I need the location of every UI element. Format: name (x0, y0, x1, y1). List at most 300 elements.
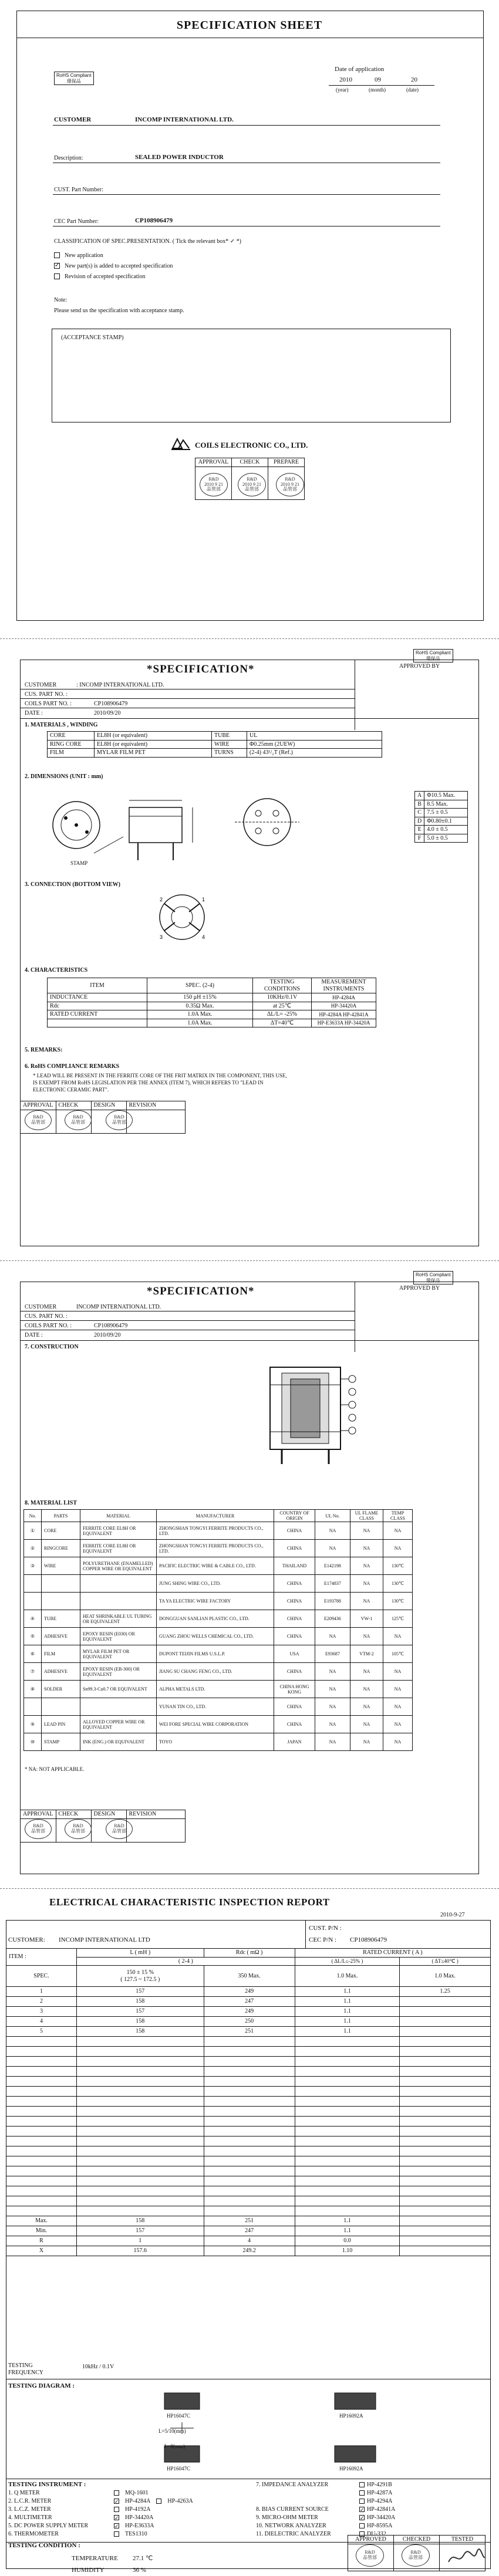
row-dt (400, 2017, 491, 2027)
testing-frequency-value: 10kHz / 0.1V (82, 2364, 114, 2370)
char-spec: 1.0A Max. (147, 1010, 253, 1019)
stamp-text-1: R&D (208, 476, 219, 482)
material-list-row (24, 1628, 413, 1645)
instrument-item (8, 2497, 193, 2506)
row-rule (20, 718, 479, 719)
list-cell-mat: FERRITE CORE EL8H OR EQUIVALENT (80, 1540, 157, 1557)
list-cell-flame: NA (350, 1557, 383, 1575)
date-unit-month: (month) (369, 87, 386, 93)
list-cell-mat (80, 1593, 157, 1610)
empty-row (6, 2057, 491, 2067)
list-cell-ctry: JAPAN (274, 1733, 315, 1751)
instrument-option: HP-8595A (367, 2523, 393, 2529)
empty-row (6, 2196, 491, 2206)
classification-text: CLASSIFICATION OF SPEC.PRESENTATION. ( Tick the relevant box* ✓ *) (54, 238, 241, 245)
instrument-item (8, 2530, 193, 2538)
customer-value: INCOMP INTERNATIONAL LTD (59, 1936, 150, 1943)
row-l: 157 (77, 2007, 204, 2017)
customer-label: CUSTOMER: (8, 1936, 45, 1943)
column-header: ITEM (48, 978, 147, 993)
list-cell-mat: FERRITE CORE EL8H OR EQUIVALENT (80, 1522, 157, 1540)
instrument-name: 8. BIAS CURRENT SOURCE (256, 2506, 329, 2513)
empty-row (6, 2136, 491, 2146)
list-cell-ul: NA (315, 1698, 350, 1716)
row-rule (20, 1340, 479, 1341)
customer-label: CUSTOMER (25, 1304, 57, 1310)
stamp-text-1: R&D (33, 1823, 43, 1829)
material-list-row (24, 1733, 413, 1751)
empty-row (6, 2117, 491, 2127)
column-header: COUNTRY OF ORIGIN (274, 1510, 315, 1522)
list-cell-flame: NA (350, 1698, 383, 1716)
material-list-row (24, 1645, 413, 1663)
date-label: DATE : (25, 1332, 43, 1338)
list-cell-mat: EPOXY RESIN (E030) OR EQUIVALENT (80, 1628, 157, 1645)
humidity-value: 36 % (133, 2567, 146, 2574)
list-cell-mat: Sn99.3-Cu0.7 OR EQUIVALENT (80, 1681, 157, 1698)
characteristics-table (47, 978, 376, 1027)
list-cell-part: TUBE (42, 1610, 80, 1628)
checkbox-icon[interactable] (359, 2499, 365, 2504)
date-month: 09 (375, 76, 381, 83)
list-cell-flame: VW-1 (350, 1610, 383, 1628)
stat-l: 157.6 (77, 2246, 204, 2256)
rohs-label-cn: 環保品 (66, 78, 81, 84)
list-cell-no (24, 1698, 42, 1716)
connection-title: 3. CONNECTION (BOTTOM VIEW) (25, 881, 120, 888)
row-dl: 1.1 (295, 2027, 400, 2037)
item-label: ITEM : (6, 1949, 77, 1966)
char-condition: ΔL/L= -25% (253, 1010, 312, 1019)
stamp-text-1: R&D (410, 2550, 421, 2555)
instrument-item (8, 2514, 193, 2522)
instrument-option: HP-42841A (367, 2506, 396, 2513)
material-row (48, 740, 382, 749)
char-spec: 1.0A Max. (147, 1019, 253, 1027)
char-instrument: HP-34420A (312, 1002, 376, 1010)
svg-text:4: 4 (202, 934, 205, 940)
spec-l (77, 1966, 204, 1987)
instrument-item (256, 2514, 395, 2522)
list-cell-part: WIRE (42, 1557, 80, 1575)
list-cell-flame: NA (350, 1593, 383, 1610)
stamp-text-3: 品管部 (283, 486, 297, 492)
checkbox-icon[interactable] (114, 2490, 119, 2496)
list-cell-temp: NA (383, 1681, 413, 1698)
stamp-text-2: 2010 9 21 (281, 481, 299, 487)
list-cell-mfr: YUNAN TIN CO., LTD. (157, 1698, 274, 1716)
column-header: UL FLAME CLASS (350, 1510, 383, 1522)
list-cell-no: ① (24, 1522, 42, 1540)
row-number: 1 (6, 1987, 77, 1997)
row-rdc: 251 (204, 2027, 295, 2037)
coils-part-value: CP108906479 (94, 1323, 128, 1329)
dimension-key: E (415, 826, 424, 834)
footer-check: CHECK (56, 1101, 91, 1110)
temperature-value: 27.1 ℃ (133, 2555, 153, 2562)
stat-row (6, 2236, 491, 2246)
stamp-text-1: R&D (73, 1823, 83, 1829)
material-list-row (24, 1575, 413, 1593)
instrument-option: DU-332 (367, 2531, 386, 2537)
measurement-row (6, 1997, 491, 2007)
list-cell-ctry: CHINA (274, 1522, 315, 1540)
checkbox-icon[interactable] (54, 252, 60, 258)
materials-table (47, 731, 382, 758)
cus-part-label: CUS. PART NO. : (25, 691, 68, 698)
instrument-item (8, 2489, 193, 2497)
instrument-name: 3. L.C.Z. METER (8, 2506, 51, 2513)
date-year: 2010 (339, 76, 352, 83)
list-cell-mfr: TA YA ELECTRIC WIRE FACTORY (157, 1593, 274, 1610)
empty-row (6, 2176, 491, 2186)
option-item (54, 250, 173, 261)
stat-row (6, 2216, 491, 2226)
approved-by-label: APPROVED BY (399, 663, 440, 670)
material-list-row (24, 1522, 413, 1540)
checkbox-icon[interactable] (359, 2490, 365, 2496)
row-l: 158 (77, 2027, 204, 2037)
diagram-label-2: HP16092A (339, 2413, 363, 2419)
list-cell-mfr: PACIFIC ELECTRIC WIRE & CABLE CO., LTD. (157, 1557, 274, 1575)
row-dl: 1.1 (295, 1987, 400, 1997)
instrument-item (256, 2522, 395, 2530)
list-cell-no: ⑦ (24, 1663, 42, 1681)
instrument-item (256, 2506, 395, 2514)
list-cell-ctry: CHINA (274, 1575, 315, 1593)
checkbox-icon[interactable] (359, 2523, 365, 2528)
page-separator (0, 638, 499, 640)
list-cell-ul: NA (315, 1663, 350, 1681)
instrument-option: HP-34420A (367, 2514, 396, 2521)
diagram-dims-1: L=5/10(mm) (159, 2428, 186, 2434)
list-cell-temp: NA (383, 1540, 413, 1557)
instrument-option: HP-34420A (125, 2514, 154, 2521)
list-cell-ctry: CHINA (274, 1628, 315, 1645)
list-cell-flame: NA (350, 1663, 383, 1681)
inspection-report-page (0, 1894, 499, 2575)
stat-dt (400, 2216, 491, 2226)
char-item (48, 1019, 147, 1027)
header-divider (305, 1920, 306, 1948)
row-number: 3 (6, 2007, 77, 2017)
stat-rdc: 247 (204, 2226, 295, 2236)
list-cell-ul: E93687 (315, 1645, 350, 1663)
specification-page-1 (0, 645, 499, 1256)
col-l-header: L ( mH ) (77, 1949, 204, 1958)
spec-dt: 1.0 Max. (400, 1966, 491, 1987)
list-cell-no: ③ (24, 1557, 42, 1575)
list-cell-ctry: CHINA (274, 1540, 315, 1557)
list-cell-mat: MYLAR FILM PET OR EQUIVALENT (80, 1645, 157, 1663)
material-spec-2: (2-4) 43¹/₂T (Ref.) (247, 749, 382, 758)
customer-label: CUSTOMER (54, 116, 92, 123)
page-separator (0, 1888, 499, 1889)
testing-diagram-label: TESTING DIAGRAM : (8, 2382, 75, 2389)
list-cell-temp: NA (383, 1663, 413, 1681)
list-cell-temp: 130℃ (383, 1575, 413, 1593)
testing-frequency-label: TESTING FREQUENCY (8, 2362, 44, 2376)
checkbox-icon[interactable] (114, 2531, 119, 2537)
instrument-name: 9. MICRO-OHM METER (256, 2514, 318, 2521)
material-name-2: TURNS (212, 749, 247, 758)
checked-box-icon[interactable]: ✓ (114, 2523, 119, 2529)
dimensions-table (414, 791, 468, 843)
cust-part-label: CUST. Part Number: (54, 187, 103, 193)
checkbox-icon[interactable] (114, 2507, 119, 2512)
instrument-name: 1. Q METER (8, 2490, 40, 2496)
list-cell-no: ⑥ (24, 1645, 42, 1663)
stamp-text-1: R&D (247, 476, 257, 482)
instrument-option: HP-4287A (367, 2490, 393, 2496)
list-cell-part (42, 1593, 80, 1610)
row-number: 2 (6, 1997, 77, 2007)
testing-instrument-label: TESTING INSTRUMENT : (8, 2481, 86, 2488)
empty-row (6, 2166, 491, 2176)
measurement-row (6, 2007, 491, 2017)
dimension-value: 8.5 Max. (424, 800, 468, 809)
row-rule (20, 698, 355, 699)
stamp-text-3: 品管部 (71, 1120, 85, 1125)
row-dt (400, 2007, 491, 2017)
row-rdc: 249 (204, 2007, 295, 2017)
empty-row (6, 2097, 491, 2107)
note-text: Please send us the specification with acceptance stamp. (54, 307, 184, 314)
spec-label: SPEC. (6, 1966, 77, 1987)
material-list-row (24, 1698, 413, 1716)
empty-row (6, 2127, 491, 2136)
date-unit-date: (date) (406, 87, 419, 93)
material-name: RING CORE (48, 740, 95, 749)
stat-dl: 1.10 (295, 2246, 400, 2256)
date-value: 2010/09/20 (94, 1332, 121, 1338)
measurement-row (6, 2027, 491, 2037)
spec-rdc: 350 Max. (204, 1966, 295, 1987)
page-title: *SPECIFICATION* (147, 1285, 255, 1297)
list-cell-mat (80, 1698, 157, 1716)
stat-l: 157 (77, 2226, 204, 2236)
row-dt: 1.25 (400, 1987, 491, 1997)
list-cell-mfr: JIANG SU CHANG FENG CO., LTD. (157, 1663, 274, 1681)
material-spec-2: UL (247, 732, 382, 741)
instrument-option: HP-E3633A (125, 2523, 154, 2529)
rohs-badge (413, 649, 453, 662)
approval-stamp (25, 1110, 52, 1130)
list-cell-no: ⑩ (24, 1733, 42, 1751)
list-cell-part (42, 1575, 80, 1593)
cec-pn-label: CEC P/N : (309, 1936, 337, 1943)
list-cell-temp: NA (383, 1716, 413, 1733)
instrument-name: 10. NETWORK ANALYZER (256, 2523, 326, 2529)
list-cell-mat: INK (ENG.) OR EQUIVALENT (80, 1733, 157, 1751)
column-header: PARTS (42, 1510, 80, 1522)
list-cell-ctry: THAILAND (274, 1557, 315, 1575)
col-rated-header: RATED CURRENT ( A ) (295, 1949, 490, 1958)
column-header: SPEC. (2-4) (147, 978, 253, 993)
row-rule (20, 1320, 355, 1321)
empty-row (6, 2047, 491, 2057)
list-cell-mat: EPOXY RESIN (EB-300) OR EQUIVALENT (80, 1663, 157, 1681)
list-cell-no (24, 1575, 42, 1593)
list-cell-ul: E209436 (315, 1610, 350, 1628)
material-name: CORE (48, 732, 95, 741)
material-list-row (24, 1663, 413, 1681)
list-cell-mat: POLYURETHANE (ENAMELLED) COPPER WIRE OR EQUIVALENT (80, 1557, 157, 1575)
stamp-text-3: 品管部 (363, 2555, 377, 2560)
checked-box-icon[interactable]: ✓ (360, 2515, 365, 2521)
footer-design: DESIGN (91, 1101, 126, 1110)
list-cell-ul: NA (315, 1522, 350, 1540)
dimension-row (415, 792, 468, 800)
list-cell-part: LEAD PIN (42, 1716, 80, 1733)
material-name-2: TUBE (212, 732, 247, 741)
checkbox-icon[interactable] (54, 273, 60, 279)
list-cell-part: ADHESIVE (42, 1663, 80, 1681)
humidity-label: HUMIDITY (72, 2567, 104, 2574)
list-cell-no: ② (24, 1540, 42, 1557)
col-dl-header: ( ΔL/L≤-25% ) (295, 1957, 400, 1966)
date-underline (329, 85, 434, 86)
list-cell-ul: E193788 (315, 1593, 350, 1610)
list-cell-mfr: JUNG SHING WIRE CO., LTD. (157, 1575, 274, 1593)
list-cell-temp: NA (383, 1733, 413, 1751)
material-row (48, 732, 382, 741)
footer-check: CHECK (56, 1810, 91, 1819)
char-condition: ΔT=40℃ (253, 1019, 312, 1027)
list-cell-part: CORE (42, 1522, 80, 1540)
list-cell-ul: NA (315, 1540, 350, 1557)
empty-row (6, 2186, 491, 2196)
list-cell-part: STAMP (42, 1733, 80, 1751)
checked-box-icon[interactable]: ✓ (360, 2507, 365, 2513)
material-list-row (24, 1593, 413, 1610)
construction-title: 7. CONSTRUCTION (25, 1344, 79, 1350)
customer-value: INCOMP INTERNATIONAL LTD. (76, 1304, 161, 1310)
checked-box-icon[interactable]: ✓ (55, 262, 60, 269)
prepare-stamp (276, 473, 304, 496)
cec-part-value: CP108906479 (135, 217, 173, 224)
na-note: * NA: NOT APPLICABLE. (25, 1766, 85, 1772)
footer-approval: APPROVAL (21, 1101, 56, 1110)
material-list-header (24, 1510, 413, 1522)
list-cell-flame: NA (350, 1522, 383, 1540)
char-condition: at 25℃ (253, 1002, 312, 1010)
list-cell-ctry: CHINA (274, 1610, 315, 1628)
list-cell-no: ⑤ (24, 1628, 42, 1645)
char-spec: 0.35Ω Max. (147, 1002, 253, 1010)
empty-row (6, 2087, 491, 2097)
list-cell-mfr: GUANG ZHOU WELLS CHEMICAL CO., LTD. (157, 1628, 274, 1645)
char-spec: 150 μH ±15% (147, 993, 253, 1002)
stat-label: Max. (6, 2216, 77, 2226)
row-rdc: 250 (204, 2017, 295, 2027)
stamp-text-1: R&D (114, 1114, 124, 1120)
diagram-label-1: HP16047C (167, 2413, 191, 2419)
option-item (54, 261, 173, 271)
diagram-label-3: HP16047C (167, 2466, 191, 2472)
connection-drawing (147, 891, 217, 944)
inductor-drawing (41, 784, 323, 866)
sign-prepare-label: PREPARE (268, 458, 305, 467)
spec-l-value: 150 ± 15 % (126, 1969, 154, 1976)
instrument-item (8, 2506, 193, 2514)
tested-label: TESTED (440, 2536, 485, 2544)
material-spec: EL8H (or equivalent) (95, 740, 212, 749)
material-list-row (24, 1540, 413, 1557)
measurement-table (6, 1948, 491, 2256)
list-cell-ctry: CHINA (274, 1716, 315, 1733)
characteristics-row (48, 1002, 376, 1010)
stamp-text-3: 品管部 (112, 1828, 126, 1834)
list-cell-part: SOLDER (42, 1681, 80, 1698)
stat-dl: 1.1 (295, 2226, 400, 2236)
row-dt (400, 1997, 491, 2007)
list-cell-ctry: USA (274, 1645, 315, 1663)
qc-stamp (356, 2544, 384, 2567)
dimension-key: B (415, 800, 424, 809)
option-list (54, 250, 173, 282)
option-label: Revision of accepted specification (65, 273, 146, 280)
approval-stamp (25, 1819, 52, 1839)
page-title: SPECIFICATION SHEET (176, 19, 323, 32)
row-dl: 1.1 (295, 1997, 400, 2007)
design-stamp (106, 1819, 133, 1839)
stat-l: 1 (77, 2236, 204, 2246)
checkbox-icon[interactable] (156, 2499, 161, 2504)
list-cell-ctry: CHINA (274, 1698, 315, 1716)
dimension-row (415, 834, 468, 843)
dimension-key: C (415, 809, 424, 817)
instrument-option: HP-4263A (167, 2498, 193, 2504)
list-cell-part: ADHESIVE (42, 1628, 80, 1645)
dimension-value: Φ10.5 Max. (424, 792, 468, 800)
rohs-remarks-line-2: IS EXEMPT FROM RoHS LEGISLATION PER THE ANNEX (ITEM 7), WHICH REFERS TO "LEAD IN (33, 1080, 264, 1086)
cust-pn-label: CUST. P/N : (309, 1925, 342, 1932)
instrument-option: HP-4294A (367, 2498, 393, 2504)
stamp-text-1: R&D (33, 1114, 43, 1120)
col-rdc-header: Rdc ( mΩ ) (204, 1949, 295, 1958)
instrument-name: 6. THERMOMETER (8, 2531, 59, 2537)
row-dt (400, 2027, 491, 2037)
svg-text:1: 1 (202, 897, 205, 902)
material-name: FILM (48, 749, 95, 758)
list-cell-flame: NA (350, 1628, 383, 1645)
list-cell-flame: VTM-2 (350, 1645, 383, 1663)
list-cell-mfr: DONGGUAN SANLIAN PLASTIC CO., LTD. (157, 1610, 274, 1628)
list-cell-ul: NA (315, 1716, 350, 1733)
column-header: MANUFACTURER (157, 1510, 274, 1522)
checkbox-icon[interactable] (359, 2482, 365, 2487)
column-header: MATERIAL (80, 1510, 157, 1522)
instrument-option: MQ-1601 (125, 2490, 149, 2496)
checked-box-icon[interactable]: ✓ (114, 2499, 119, 2504)
cus-part-label: CUS. PART NO. : (25, 1313, 68, 1320)
characteristics-row (48, 993, 376, 1002)
stamp-text-1: R&D (285, 476, 295, 482)
rohs-remarks-line-3: ELECTRONIC CERAMIC PART". (33, 1087, 109, 1093)
rohs-label: RoHS Compliant (416, 1272, 451, 1277)
instrument-name: 11. DIELECTRIC ANALYZER (256, 2531, 331, 2537)
column-header: TESTING CONDITIONS (253, 978, 312, 993)
checked-box-icon[interactable]: ✓ (114, 2515, 119, 2521)
temperature-label: TEMPERATURE (72, 2555, 118, 2562)
material-spec-2: Φ0.25mm (2UEW) (247, 740, 382, 749)
sign-check-label: CHECK (232, 458, 268, 467)
char-item: INDUCTANCE (48, 993, 147, 1002)
list-cell-mat (80, 1575, 157, 1593)
char-item: Rdc (48, 1002, 147, 1010)
footer-revision-cell (126, 1818, 185, 1842)
